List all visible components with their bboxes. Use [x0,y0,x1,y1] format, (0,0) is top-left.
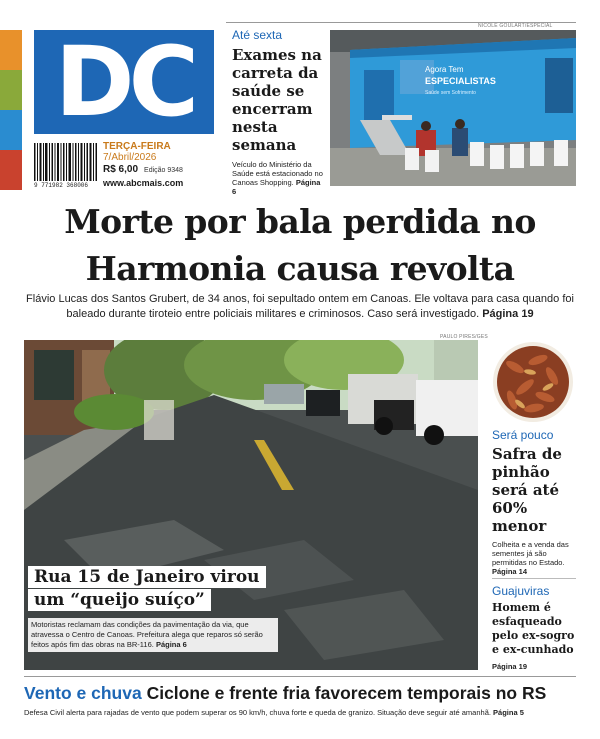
street-photo-credit: PAULO PIRES/GES [440,334,488,340]
truck-sign-1: Agora Tem [425,65,464,74]
photo-caption: Motoristas reclamam das condições da pavimentação da via, que atravessa o Centro de Canoas. Prefeitura alega que reparos só serão feitos após fim das obras na BR-116. Página 6 [28,618,278,652]
pinhao-story[interactable] [492,428,576,576]
stripe-green [0,70,22,110]
photo-headline[interactable]: Rua 15 de Janeiro virou um “queijo suíço” [28,566,268,612]
side-story-kicker: Até sexta [232,28,283,42]
guajuviras-page-ref: Página 19 [492,662,528,671]
right-column-divider [492,578,576,579]
bottom-story-headline[interactable]: Vento e chuva Ciclone e frente fria favorecem temporais no RS [24,683,547,703]
truck-sign-2: ESPECIALISTAS [425,76,496,86]
guajuviras-story[interactable] [492,584,576,671]
issue-day: TERÇA-FEIRA [103,141,171,152]
edition-number: Edição 9348 [144,167,183,174]
side-story-health-truck[interactable] [232,28,324,196]
issue-date: 7/Abril/2026 [103,152,157,163]
side-story-page-ref: Página 6 [232,178,321,196]
pinhao-text: Colheita e a venda das sementes já são permitidas no Estado. Página 14 [492,540,569,576]
masthead-meta [103,141,215,188]
bottom-rule [24,676,576,677]
photo-page-ref: Página 6 [155,640,187,649]
logo-text: DC [54,26,194,138]
website-link[interactable]: www.abcmais.com [103,178,184,188]
side-story-text: Veículo do Ministério da Saúde está estacionado no Canoas Shopping. Página 6 [232,160,323,196]
health-truck-photo[interactable] [330,30,576,186]
guajuviras-kicker: Guajuviras [492,584,550,598]
barcode-icon [34,143,98,181]
barcode-digits: 9 771982 368006 [34,182,89,189]
color-stripes [0,30,22,190]
stripe-orange [0,30,22,70]
truck-sign-3: Saúde sem Sofrimento [425,90,476,96]
stripe-red [0,150,22,190]
pinhao-page-ref: Página 14 [492,567,528,576]
guajuviras-headline: Homem é esfaqueado pelo ex-sogro e ex-cunhado [492,601,575,656]
bottom-page-ref: Página 5 [493,708,524,717]
main-page-ref: Página 19 [482,308,534,320]
bottom-story-text: Defesa Civil alerta para rajadas de vento que podem superar os 90 km/h, chuva forte e queda de granizo. Situação deve seguir até amanhã. Página 5 [24,708,524,717]
main-headline[interactable]: Morte por bala perdida no Harmonia causa revolta [64,202,536,288]
pinhao-kicker: Será pouco [492,428,554,442]
pinhao-photo[interactable] [490,342,576,422]
main-subhead: Flávio Lucas dos Santos Grubert, de 34 anos, foi sepultado ontem em Canoas. Ele voltava para casa quando foi baleado durante tiroteio entre policiais militares e criminosos. Caso será investigado. Página 19 [26,293,574,320]
stripe-blue [0,110,22,150]
bottom-story-kicker: Vento e chuva [24,683,142,703]
pinhao-headline: Safra de pinhão será até 60% menor [492,445,562,535]
newspaper-logo[interactable] [34,26,214,138]
side-story-headline: Exames na carreta da saúde se encerram nesta semana [232,46,322,154]
issue-price: R$ 6,00 [103,164,139,175]
price-row [103,164,215,175]
truck-photo-credit: NICOLE GOULART/ESPECIAL [478,23,553,29]
